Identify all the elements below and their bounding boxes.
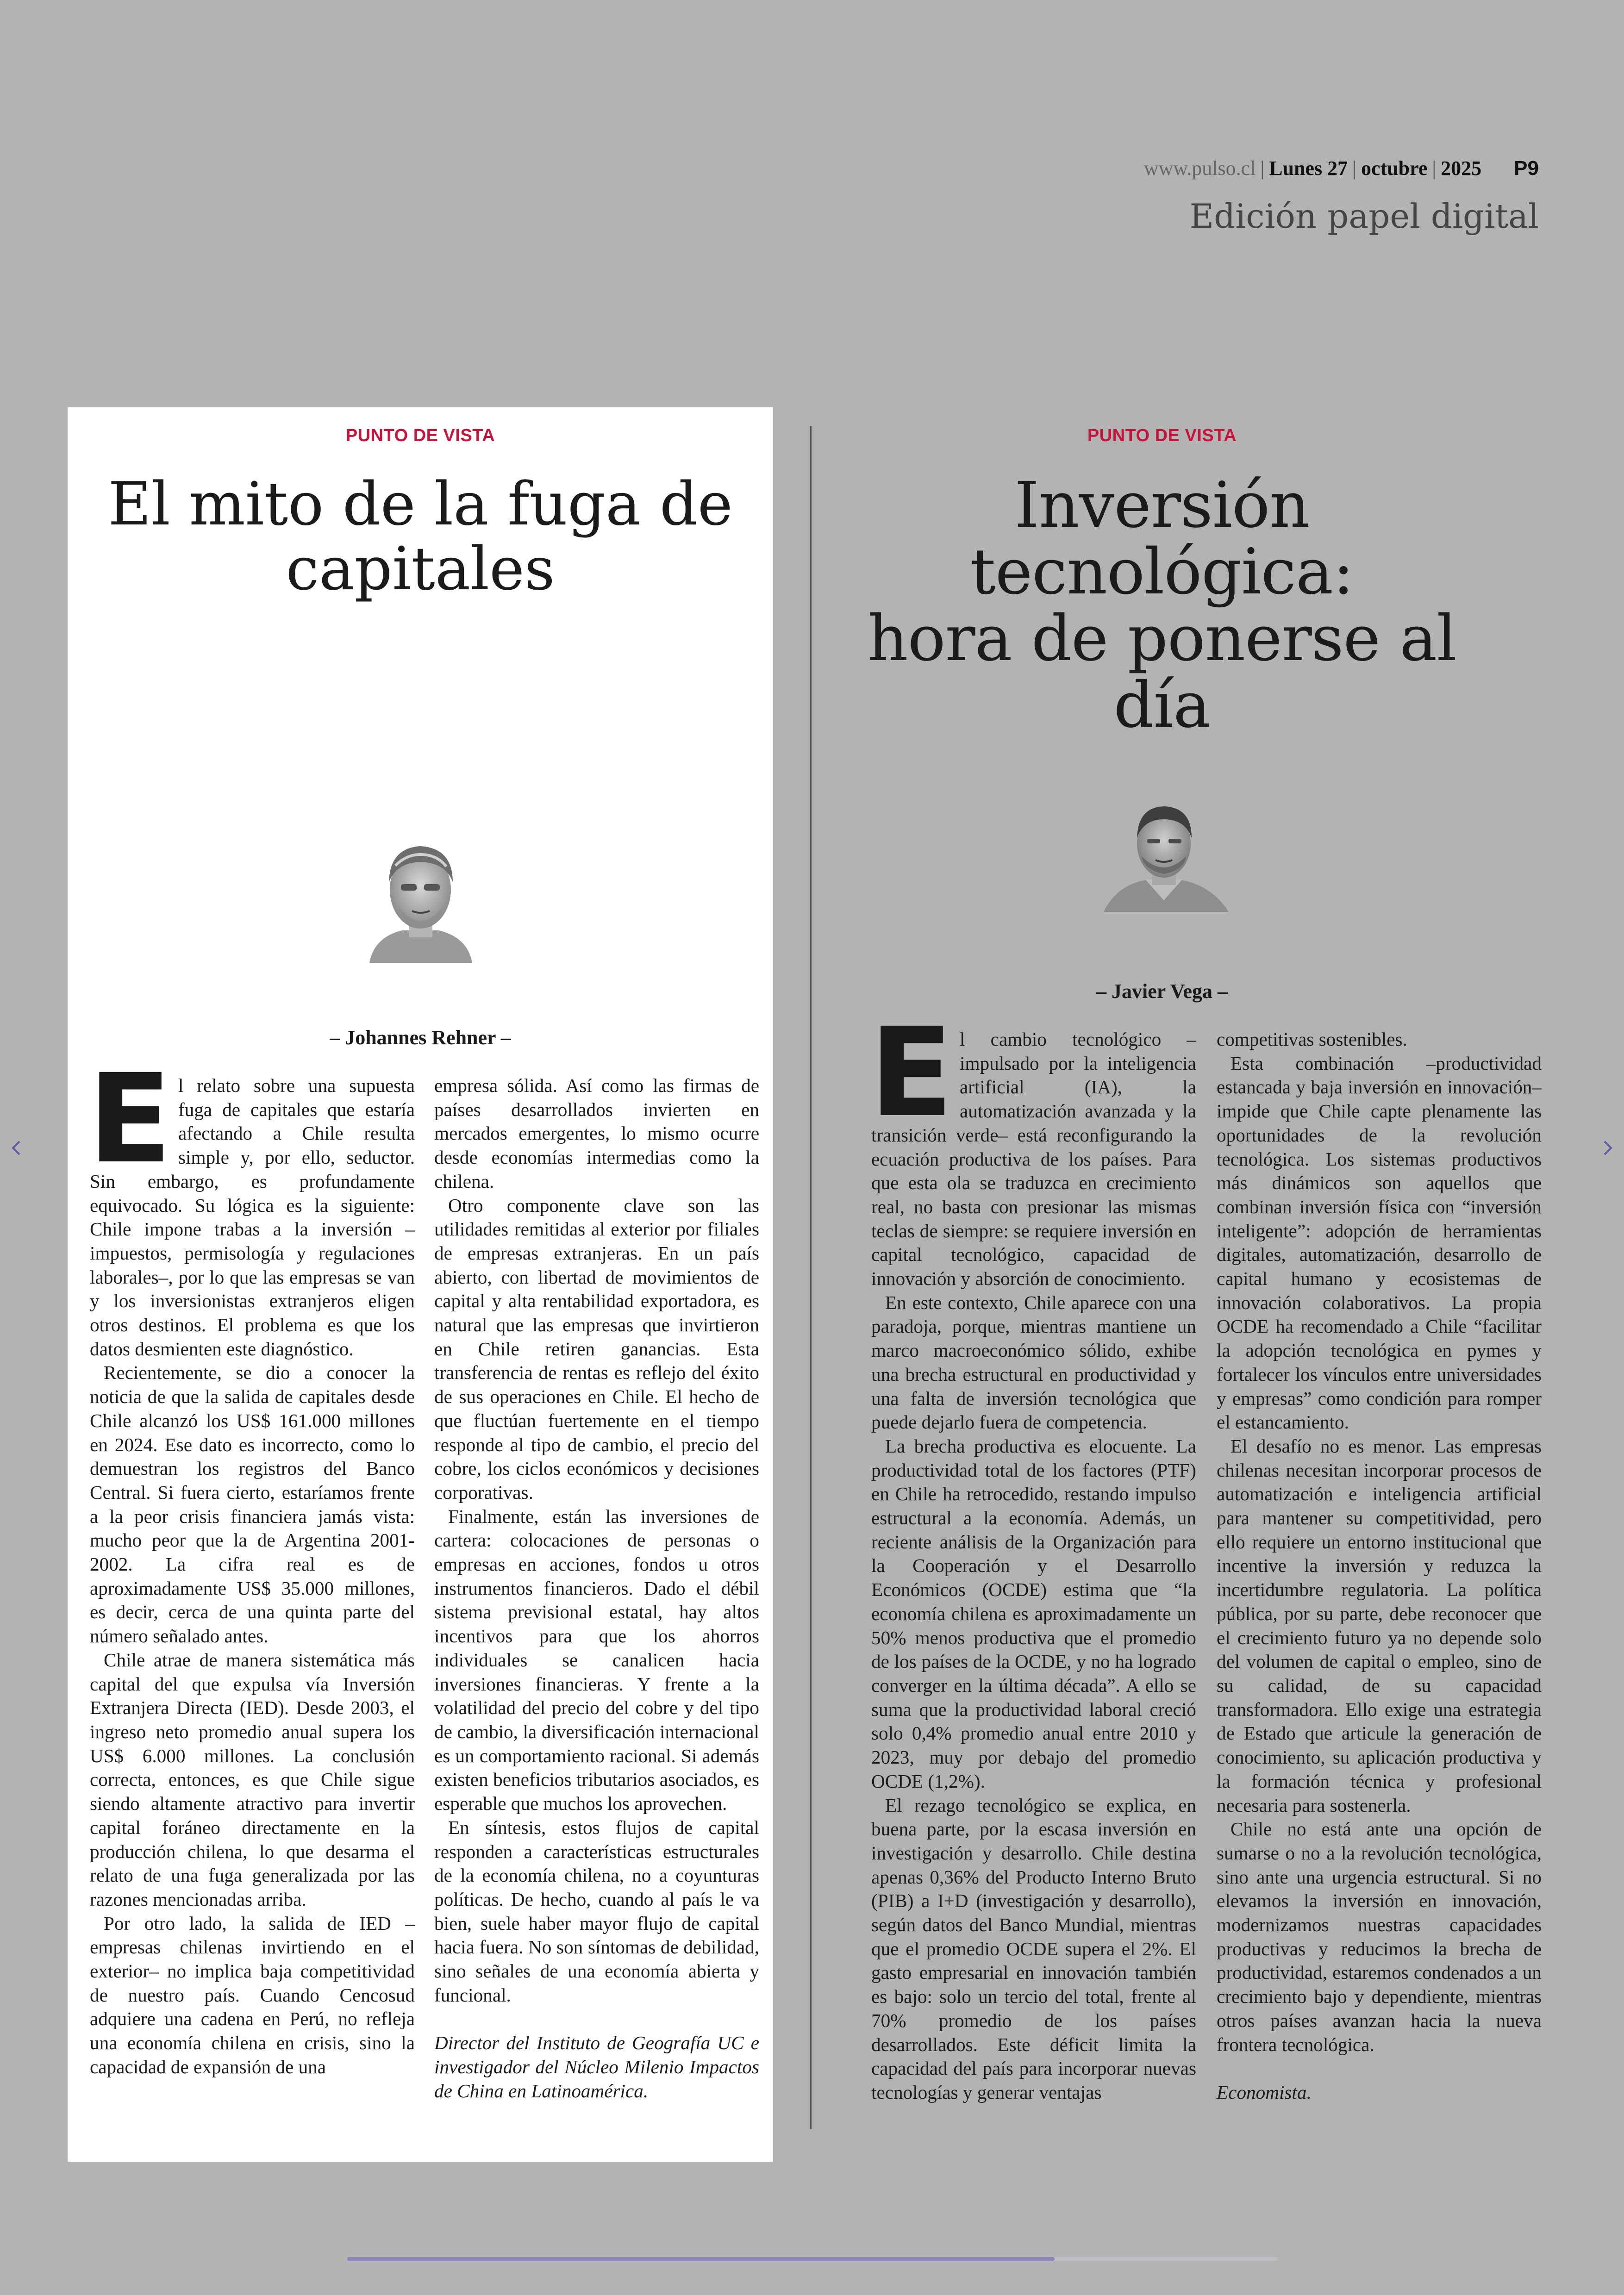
right-kicker: PUNTO DE VISTA bbox=[1087, 426, 1237, 445]
left-paragraph: Otro componente clave son las utilidades remitidas al exterior por filiales de empresas extranjeras. En un país abierto, con libertad de movimientos de capital y alta rentabilidad exportadora, es natural que las empresas que invirtieron en Chile retiren ganancias. Esta transferencia de rentas es reflejo del éxito de sus operaciones en Chile. El hecho de que fluctúan fuertemente en el tiempo responde al tipo de cambio, el precio del cobre, los ciclos económicos y decisiones corporativas. bbox=[434, 1194, 759, 1503]
left-author-note: Director del Instituto de Geografía UC e investigador del Núcleo Milenio Impactos de China en Latinoamérica. bbox=[434, 2032, 759, 2102]
masthead bbox=[1144, 156, 1539, 236]
date-month: octubre bbox=[1361, 157, 1428, 180]
author-portrait-rehner bbox=[360, 838, 481, 963]
left-headline bbox=[77, 472, 764, 602]
right-paragraph: El cambio tecnológico –impulsado por la inteligencia artificial (IA), la automatización avanzada y la transición verde– está reconfigurando la ecuación productiva de los países. Para que esta ola se traduzca en crecimiento real, no basta con presionar las mismas teclas de siempre: se requiere inversión en capital tecnológico, capacidad de innovación y absorción de conocimiento. bbox=[869, 1002, 1196, 1290]
left-paragraph: empresa sólida. Así como las firmas de países desarrollados invierten en mercados emergentes, lo mismo ocurre desde economías intermedias como la chilena. bbox=[434, 1075, 759, 1192]
masthead-dateline: www.pulso.cl | Lunes 27 | octubre | 2025 P9 bbox=[1143, 157, 1539, 180]
left-page bbox=[68, 407, 773, 2162]
left-paragraph: El relato sobre una supuesta fuga de capitales que estaría afectando a Chile resulta simple y, por ello, seductor. Sin embargo, es profundamente equivocado. Su lógica es la siguiente: Chile impone trabas a la inversión –impuestos, permisología y regulaciones laborales–, por lo que las empresas se van y los inversionistas extranjeros eligen otros destinos. El problema es que los datos desmienten este diagnóstico. bbox=[88, 1048, 415, 1360]
right-headline bbox=[820, 469, 1504, 742]
left-headline-line2: capitales bbox=[286, 535, 555, 604]
left-paragraph: Finalmente, están las inversiones de cartera: colocaciones de personas o empresas en acciones, fondos u otros instrumentos financieros. Dado el débil sistema previsional estatal, hay altos incentivos para que los ahorros individuales se canalicen hacia inversiones financieras. Y frente a la volatilidad del precio del cobre y del tipo de cambio, la diversificación internacional es un comportamiento racional. Si además existen beneficios tributarios asociados, es esperable que muchos los aprovechen. bbox=[434, 1505, 759, 1815]
right-dropcap: E bbox=[869, 1002, 954, 1144]
left-paragraph: Recientemente, se dio a conocer la noticia de que la salida de capitales desde Chile alcanzó los US$ 161.000 millones en 2024. Ese dato es incorrecto, como lo demuestran los registros del Banco Central. Si fuera cierto, estaríamos frente a la peor crisis financiera jamás vista: mucho peor que la de Argentina 2001-2002. La cifra real es de aproximadamente US$ 35.000 millones, es decir, cerca de una quinta parte del número señalado antes. bbox=[90, 1362, 415, 1647]
right-paragraph: competitivas sostenibles. bbox=[1217, 1029, 1407, 1050]
edition-label: Edición papel digital bbox=[1189, 197, 1539, 236]
chevron-left-icon[interactable] bbox=[7, 1139, 26, 1157]
site-url[interactable]: www.pulso.cl bbox=[1143, 157, 1256, 180]
right-author-note: Economista. bbox=[1217, 2082, 1312, 2103]
right-paragraph: Chile no está ante una opción de sumarse o no a la revolución tecnológica, sino ante una urgencia estructural. Si no elevamos la inversión en innovación, modernizamos nuestras capacidades productivas y reducimos la brecha de productividad, estaremos condenados a un crecimiento bajo y dependiente, mientras otros países avanzan hacia la nueva frontera tecnológica. bbox=[1217, 1818, 1542, 2055]
page-number: P9 bbox=[1514, 157, 1539, 180]
left-headline-line1: El mito de la fuga de bbox=[108, 470, 733, 539]
right-paragraph: El rezago tecnológico se explica, en buena parte, por la escasa inversión en investigación y desarrollo. Chile destina apenas 0,36% del Producto Interno Bruto (PIB) a I+D (investigación y desarrollo), según datos del Banco Mundial, mientras que el promedio OCDE supera el 2%. El gasto empresarial en innovación también es bajo: solo un tercio del total, frente al 70% promedio de los países desarrollados. Este déficit limita la capacidad del país para incorporar nuevas tecnologías y generar ventajas bbox=[871, 1794, 1196, 2103]
author-portrait-vega bbox=[1090, 801, 1238, 912]
right-headline-line2: hora de ponerse al día bbox=[868, 602, 1456, 742]
page-progress-bar[interactable] bbox=[347, 2257, 1278, 2261]
left-kicker: PUNTO DE VISTA bbox=[345, 426, 495, 445]
right-column-2 bbox=[1217, 1028, 1542, 2105]
left-column-2 bbox=[434, 1074, 759, 2103]
right-page bbox=[811, 407, 1542, 2162]
left-paragraph: Por otro lado, la salida de IED –empresas chilenas invirtiendo en el exterior– no implica baja competitividad de nuestro país. Cuando Cencosud adquiere una cadena en Perú, no refleja una economía chilena en crisis, sino la capacidad de expansión de una bbox=[90, 1912, 415, 2077]
left-paragraph: En síntesis, estos flujos de capital responden a características estructurales de la economía chilena, no a coyunturas políticas. De hecho, cuando al país le va bien, suele haber mayor flujo de capital hacia fuera. No son síntomas de debilidad, sino señales de una economía abierta y funcional. bbox=[434, 1816, 759, 2006]
right-headline-line1: Inversión tecnológica: bbox=[970, 469, 1354, 609]
left-dropcap: E bbox=[88, 1048, 172, 1191]
page-progress-fill bbox=[347, 2257, 1055, 2261]
right-column-1 bbox=[869, 1002, 1196, 2105]
right-paragraph: La brecha productiva es elocuente. La productividad total de los factores (PTF) en Chile ha retrocedido, restando impulso estructural a la economía. Además, un reciente análisis de la Organización para la Cooperación y el Desarrollo Económicos (OCDE) estima que “la economía chilena es aproximadamente un 50% menos productiva que el promedio de los países de la OCDE, y no ha logrado converger en la última década”. A ello se suma que la productividad laboral creció solo 0,4% promedio anual entre 2010 y 2023, muy por debajo del promedio OCDE (1,2%). bbox=[871, 1435, 1196, 1792]
right-paragraph: En este contexto, Chile aparece con una paradoja, porque, mientras mantiene un marco macroeconómico sólido, exhibe una brecha estructural en productividad y una falta de inversión tecnológica que puede dejarlo fuera de competencia. bbox=[871, 1291, 1196, 1433]
left-byline: – Johannes Rehner – bbox=[330, 1026, 511, 1049]
right-paragraph: El desafío no es menor. Las empresas chilenas necesitan incorporar procesos de automatización e inteligencia artificial para mantener su competitividad, pero ello requiere un entorno institucional que incentive la inversión y reduzca la incertidumbre regulatoria. La política pública, por su parte, debe reconocer que el crecimiento futuro ya no depende solo del volumen de capital o empleo, sino de su calidad, de su capacidad transformadora. Ello exige una estrategia de Estado que articule la generación de conocimiento, su aplicación productiva y la formación técnica y profesional necesaria para sostenerla. bbox=[1217, 1435, 1542, 1816]
left-paragraph: Chile atrae de manera sistemática más capital del que expulsa vía Inversión Extranjera Directa (IED). Desde 2003, el ingreso neto promedio anual supera los US$ 6.000 millones. La conclusión correcta, entonces, es que Chile sigue siendo altamente atractivo para invertir capital foráneo directamente en la producción chilena, lo que desarma el relato de una fuga generalizada por las razones mencionadas arriba. bbox=[90, 1649, 415, 1910]
right-paragraph: Esta combinación –productividad estancada y baja inversión en innovación– impide que Chile capte plenamente las oportunidades de la revolución tecnológica. Los sistemas productivos más dinámicos son aquellos que combinan inversión física con “inversión inteligente”: adopción de herramientas digitales, automatización, desarrollo de capital humano y ecosistemas de innovación colaborativos. La propia OCDE ha recomendado a Chile “facilitar la adopción tecnológica en pymes y fortalecer los vínculos entre universidades y empresas” como condición para romper el estancamiento. bbox=[1217, 1052, 1542, 1433]
chevron-right-icon[interactable] bbox=[1598, 1139, 1617, 1157]
right-byline: – Javier Vega – bbox=[1096, 980, 1228, 1003]
left-column-1 bbox=[88, 1048, 415, 2079]
date-day: Lunes 27 bbox=[1269, 157, 1348, 180]
date-year: 2025 bbox=[1441, 157, 1482, 180]
